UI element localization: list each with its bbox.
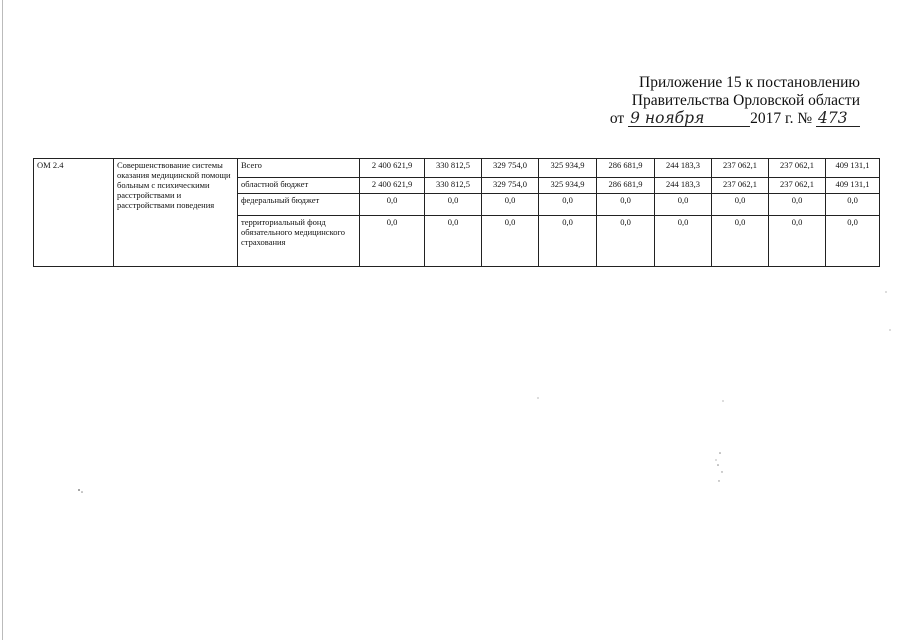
- scan-speck: [721, 471, 722, 472]
- amount-cell: 286 681,9: [597, 159, 655, 178]
- amount-cell: 2 400 621,9: [360, 159, 425, 178]
- amount-cell: 409 131,1: [826, 178, 880, 194]
- scan-speck: [722, 400, 723, 401]
- measure-name: Совершенствование системы оказания медицинской помощи больным с психическими расстройствами и расстройствами поведения: [114, 159, 238, 267]
- amount-cell: 0,0: [712, 194, 769, 216]
- scan-speck: [889, 329, 890, 330]
- amount-cell: 0,0: [482, 194, 539, 216]
- amount-cell: 0,0: [769, 216, 826, 267]
- amount-cell: 0,0: [482, 216, 539, 267]
- amount-cell: 0,0: [425, 194, 482, 216]
- scan-speck: [81, 491, 83, 493]
- amount-cell: 0,0: [597, 194, 655, 216]
- amount-cell: 237 062,1: [769, 159, 826, 178]
- amount-cell: 329 754,0: [482, 178, 539, 194]
- scan-speck: [718, 480, 719, 481]
- amount-cell: 329 754,0: [482, 159, 539, 178]
- year-text: 2017 г. №: [750, 110, 813, 127]
- amount-cell: 0,0: [360, 194, 425, 216]
- handwritten-date: 9 ноября: [628, 110, 750, 127]
- amount-cell: 0,0: [769, 194, 826, 216]
- amount-cell: 237 062,1: [712, 178, 769, 194]
- funding-source: федеральный бюджет: [238, 194, 360, 216]
- amount-cell: 330 812,5: [425, 178, 482, 194]
- header-line-2: Правительства Орловской области: [631, 92, 860, 109]
- amount-cell: 286 681,9: [597, 178, 655, 194]
- funding-source: Всего: [238, 159, 360, 178]
- amount-cell: 2 400 621,9: [360, 178, 425, 194]
- amount-cell: 325 934,9: [539, 178, 597, 194]
- amount-cell: 244 183,3: [655, 178, 712, 194]
- amount-cell: 0,0: [826, 194, 880, 216]
- amount-cell: 0,0: [539, 216, 597, 267]
- scan-speck: [537, 397, 538, 398]
- amount-cell: 325 934,9: [539, 159, 597, 178]
- amount-cell: 409 131,1: [826, 159, 880, 178]
- amount-cell: 0,0: [539, 194, 597, 216]
- amount-cell: 0,0: [597, 216, 655, 267]
- date-prefix: от: [609, 110, 625, 127]
- scan-speck: [885, 291, 886, 292]
- scan-speck: [78, 489, 80, 491]
- header-line-1: Приложение 15 к постановлению: [639, 74, 860, 91]
- scan-speck: [715, 459, 716, 460]
- amount-cell: 0,0: [425, 216, 482, 267]
- scan-speck: [719, 452, 721, 454]
- amount-cell: 330 812,5: [425, 159, 482, 178]
- amount-cell: 0,0: [826, 216, 880, 267]
- amount-cell: 0,0: [712, 216, 769, 267]
- amount-cell: 0,0: [360, 216, 425, 267]
- amount-cell: 244 183,3: [655, 159, 712, 178]
- handwritten-number: 473: [816, 110, 860, 127]
- amount-cell: 237 062,1: [769, 178, 826, 194]
- amount-cell: 0,0: [655, 194, 712, 216]
- funding-source: областной бюджет: [238, 178, 360, 194]
- amount-cell: 237 062,1: [712, 159, 769, 178]
- amount-cell: 0,0: [655, 216, 712, 267]
- measure-code: ОМ 2.4: [34, 159, 114, 267]
- funding-source: территориальный фонд обязательного медицинского страхования: [238, 216, 360, 267]
- scan-speck: [717, 464, 719, 466]
